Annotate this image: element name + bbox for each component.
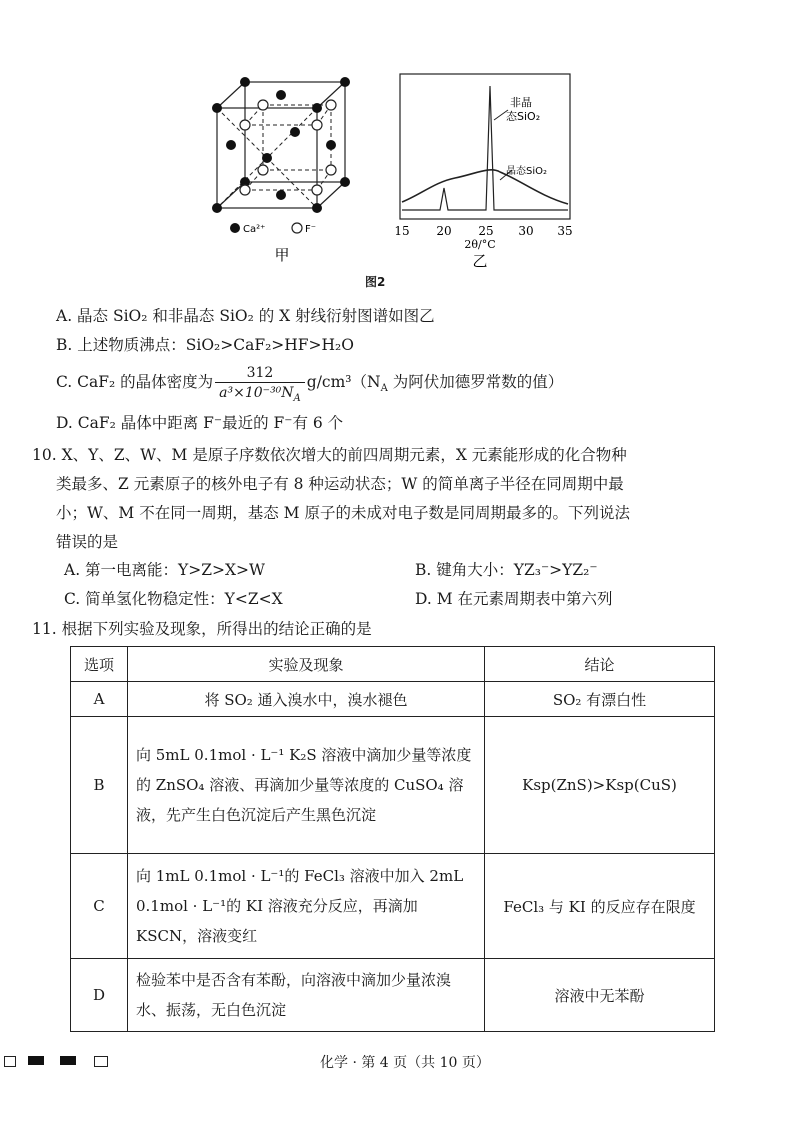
row-experiment: 将 SO₂ 通入溴水中，溴水褪色 <box>128 682 485 717</box>
q10-stem-line4: 错误的是 <box>56 533 119 551</box>
footer-mark-open <box>94 1056 108 1067</box>
panel-b-label: 乙 <box>472 252 488 270</box>
row-option: A <box>71 682 128 717</box>
xtick: 15 <box>394 224 410 238</box>
q9-option-d: D. CaF₂ 晶体中距离 F⁻最近的 F⁻有 6 个 <box>56 414 344 432</box>
q9-c-prefix: C. CaF₂ 的晶体密度为 <box>56 373 214 391</box>
caf2-unit-cell-figure <box>205 70 365 270</box>
x-axis-label: 2θ/°C <box>464 238 496 251</box>
row-conclusion: Ksp(ZnS)>Ksp(CuS) <box>485 717 715 854</box>
row-conclusion: 溶液中无苯酚 <box>485 959 715 1032</box>
q11-stem: 11. 根据下列实验及现象，所得出的结论正确的是 <box>32 620 372 638</box>
page-footer: 化学 · 第 4 页（共 10 页） <box>320 1055 490 1071</box>
table-row <box>71 717 715 854</box>
label-amorphous-1: 非晶 <box>510 96 532 109</box>
row-option: C <box>71 854 128 959</box>
header-option: 选项 <box>71 647 128 682</box>
row-experiment: 检验苯中是否含有苯酚，向溶液中滴加少量浓溴水、振荡，无白色沉淀 <box>128 959 485 1032</box>
table-header-row <box>71 647 715 682</box>
experiment-table <box>70 646 715 1032</box>
row-conclusion: FeCl₃ 与 KI 的反应存在限度 <box>485 854 715 959</box>
q10-option-c: C. 简单氢化物稳定性：Y<Z<X <box>64 590 283 608</box>
legend-ca: Ca²⁺ <box>243 224 266 235</box>
q9-option-a: A. 晶态 SiO₂ 和非晶态 SiO₂ 的 X 射线衍射图谱如图乙 <box>56 307 435 325</box>
table-row <box>71 682 715 717</box>
q9-c-suffix: g/cm³（N <box>306 373 381 391</box>
panel-a-label: 甲 <box>274 246 290 264</box>
label-amorphous-2: 态SiO₂ <box>506 110 541 123</box>
figure-caption: 图2 <box>365 275 386 289</box>
fraction-numerator: 312 <box>215 364 305 383</box>
q9-c-suffix-sub: A <box>380 383 388 395</box>
legend-f: F⁻ <box>305 224 317 235</box>
q9-option-b: B. 上述物质沸点：SiO₂>CaF₂>HF>H₂O <box>56 336 354 354</box>
xrd-pattern-figure <box>380 70 580 270</box>
table-row <box>71 854 715 959</box>
row-option: B <box>71 717 128 854</box>
row-experiment: 向 1mL 0.1mol · L⁻¹的 FeCl₃ 溶液中加入 2mL 0.1mol · L⁻¹的 KI 溶液充分反应，再滴加 KSCN，溶液变红 <box>128 854 485 959</box>
footer-mark-open <box>4 1056 16 1067</box>
row-conclusion: SO₂ 有漂白性 <box>485 682 715 717</box>
q10-option-a: A. 第一电离能：Y>Z>X>W <box>64 561 265 579</box>
q10-option-d: D. M 在元素周期表中第六列 <box>415 590 613 608</box>
footer-mark-filled <box>60 1056 76 1065</box>
density-fraction <box>215 364 305 403</box>
xtick: 35 <box>557 224 573 238</box>
row-experiment: 向 5mL 0.1mol · L⁻¹ K₂S 溶液中滴加少量等浓度的 ZnSO₄ 溶液、再滴加少量等浓度的 CuSO₄ 溶液，先产生白色沉淀后产生黑色沉淀 <box>128 717 485 854</box>
header-conclusion: 结论 <box>485 647 715 682</box>
footer-mark-filled <box>28 1056 44 1065</box>
row-option: D <box>71 959 128 1032</box>
table-row <box>71 959 715 1032</box>
q9-c-suffix2: 为阿伏加德罗常数的值） <box>387 373 564 391</box>
q10-stem-line1: 10. X、Y、Z、W、M 是原子序数依次增大的前四周期元素，X 元素能形成的化合物种 <box>32 446 627 464</box>
header-experiment: 实验及现象 <box>128 647 485 682</box>
q10-option-b: B. 键角大小：YZ₃⁻>YZ₂⁻ <box>415 561 598 579</box>
fraction-denominator: $a^3\times 10^{-30}N_A$ <box>219 384 301 404</box>
xtick: 30 <box>518 224 534 238</box>
q10-stem-line2: 类最多、Z 元素原子的核外电子有 8 种运动状态；W 的简单离子半径在同周期中最 <box>56 475 624 493</box>
xtick: 25 <box>478 224 494 238</box>
q9-option-c <box>56 360 563 404</box>
q10-stem-line3: 小；W、M 不在同一周期，基态 M 原子的未成对电子数是同周期最多的。下列说法 <box>56 504 630 522</box>
xtick: 20 <box>436 224 452 238</box>
label-crystal: 晶态SiO₂ <box>506 166 548 177</box>
